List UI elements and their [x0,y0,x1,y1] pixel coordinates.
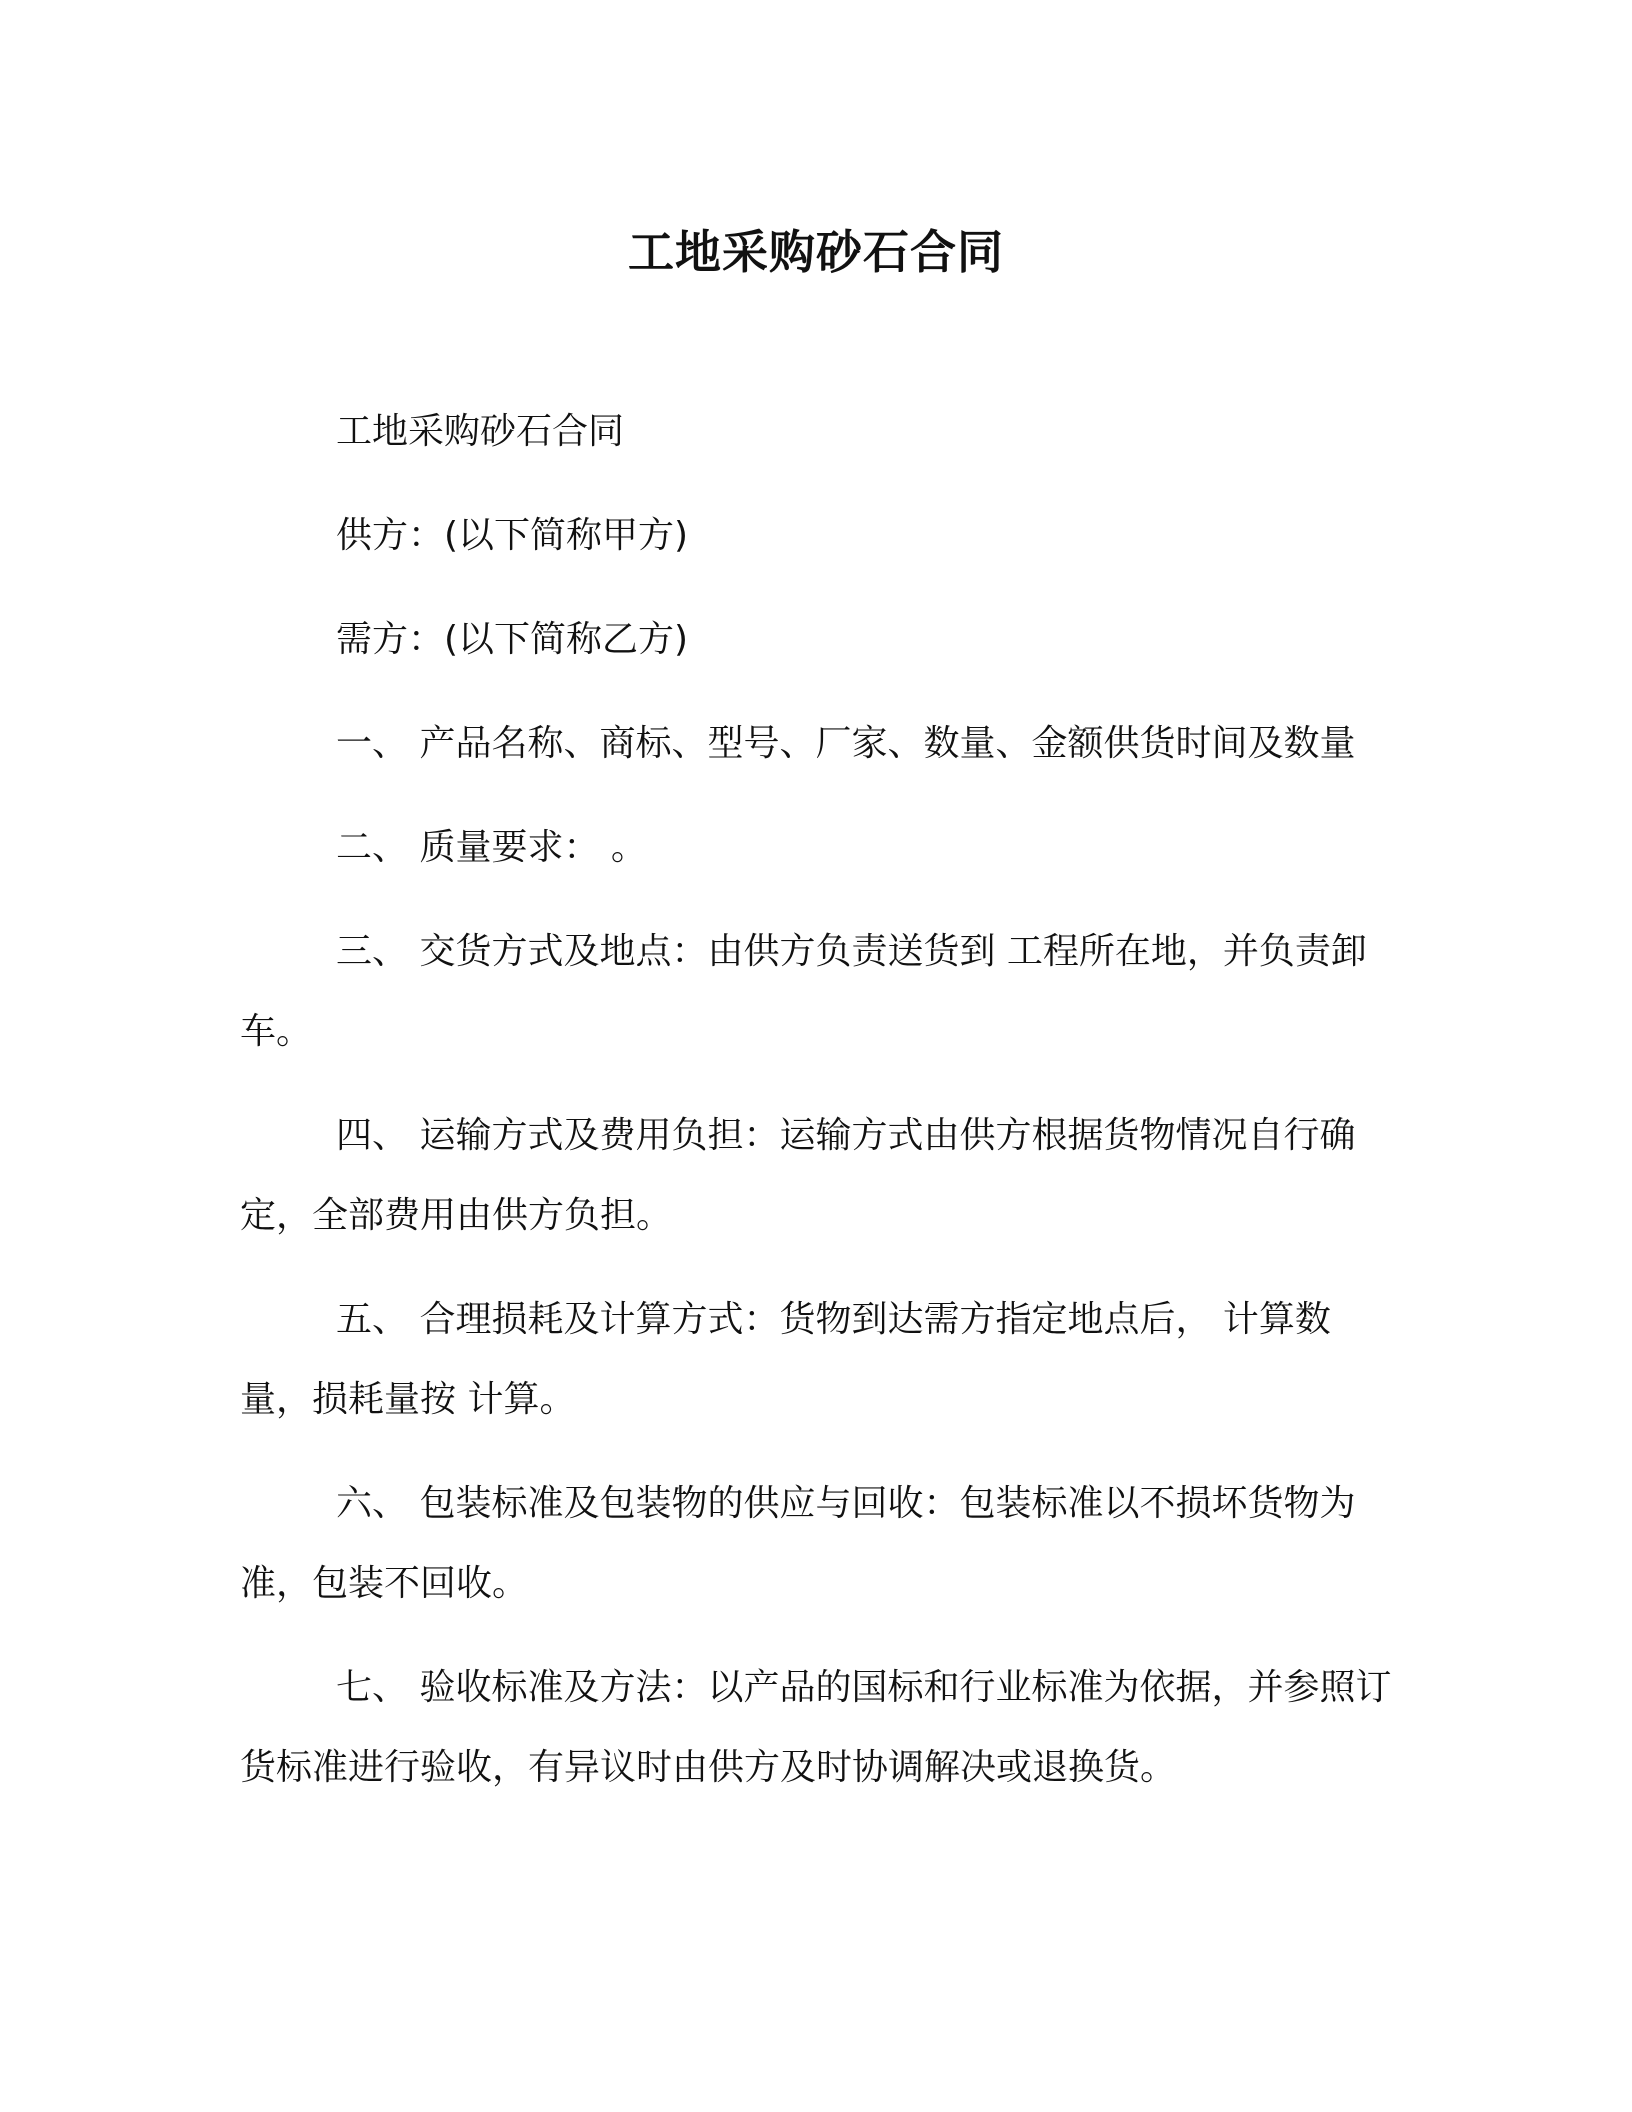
clause-7: 七、 验收标准及方法：以产品的国标和行业标准为依据，并参照订货标准进行验收，有异议时由供方及时协调解决或退换货。 [240,1667,1392,1788]
clause-2: 二、 质量要求： 。 [336,827,647,868]
clause-1: 一、 产品名称、商标、型号、厂家、数量、金额供货时间及数量 [336,723,1356,764]
paragraph-supplier: 供方：(以下简称甲方) [336,515,689,556]
clause-3: 三、 交货方式及地点：由供方负责送货到 工程所在地，并负责卸车。 [240,931,1367,1052]
paragraph-buyer: 需方：(以下简称乙方) [336,619,689,660]
document-body [240,392,1392,1832]
clause-6: 六、 包装标准及包装物的供应与回收：包装标准以不损坏货物为准，包装不回收。 [240,1483,1356,1604]
paragraph-heading: 工地采购砂石合同 [336,411,625,452]
clause-5: 五、 合理损耗及计算方式：货物到达需方指定地点后， 计算数量，损耗量按 计算。 [240,1299,1331,1420]
document-title: 工地采购砂石合同 [628,225,1004,279]
clause-4: 四、 运输方式及费用负担：运输方式由供方根据货物情况自行确定，全部费用由供方负担。 [240,1115,1356,1236]
